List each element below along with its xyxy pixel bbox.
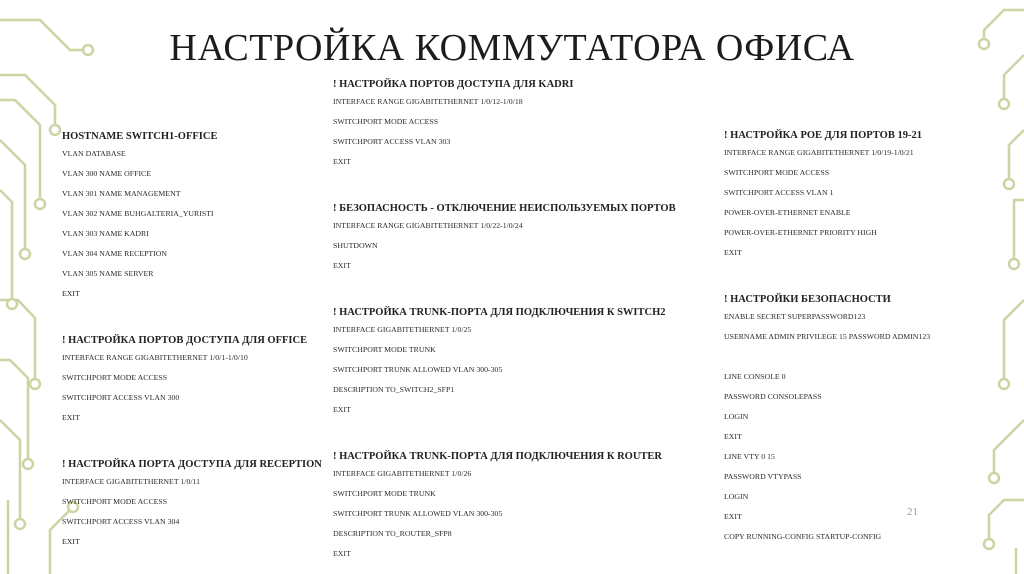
- config-line: EXIT: [62, 537, 80, 546]
- config-line: EXIT: [62, 289, 80, 298]
- config-line: COPY RUNNING-CONFIG STARTUP-CONFIG: [724, 532, 882, 541]
- config-line: LINE VTY 0 15: [724, 452, 775, 461]
- config-line: INTERFACE GIGABITETHERNET 1/0/11: [62, 477, 201, 486]
- config-line: PASSWORD VTYPASS: [724, 472, 802, 481]
- config-line: EXIT: [62, 413, 80, 422]
- config-line: SWITCHPORT ACCESS VLAN 300: [62, 393, 180, 402]
- config-line: VLAN 304 NAME RECEPTION: [62, 249, 168, 258]
- config-line: SWITCHPORT ACCESS VLAN 304: [62, 517, 180, 526]
- config-line: POWER-OVER-ETHERNET ENABLE: [724, 208, 851, 217]
- config-line: [724, 347, 984, 367]
- config-line: LINE CONSOLE 0: [724, 372, 786, 381]
- config-line: VLAN 303 NAME KADRI: [62, 229, 149, 238]
- config-line: INTERFACE RANGE GIGABITETHERNET 1/0/1-1/0/10: [62, 353, 248, 362]
- config-line: EXIT: [333, 261, 351, 270]
- config-column-1: [62, 118, 337, 552]
- config-line: SWITCHPORT TRUNK ALLOWED VLAN 300-305: [333, 365, 503, 374]
- config-line: EXIT: [333, 405, 351, 414]
- config-line: ENABLE SECRET SUPERPASSWORD123: [724, 312, 866, 321]
- config-line: EXIT: [333, 157, 351, 166]
- config-line: INTERFACE RANGE GIGABITETHERNET 1/0/12-1/0/18: [333, 97, 523, 106]
- config-line: SWITCHPORT ACCESS VLAN 1: [724, 188, 834, 197]
- config-line: EXIT: [724, 512, 742, 521]
- section-heading: ! НАСТРОЙКА ПОРТА ДОСТУПА ДЛЯ RECEPTION: [62, 459, 322, 470]
- config-line: INTERFACE RANGE GIGABITETHERNET 1/0/22-1/0/24: [333, 221, 523, 230]
- config-line: VLAN DATABASE: [62, 149, 126, 158]
- config-line: SWITCHPORT ACCESS VLAN 303: [333, 137, 451, 146]
- config-line: SWITCHPORT MODE ACCESS: [724, 168, 830, 177]
- config-line: EXIT: [333, 549, 351, 558]
- section-heading: ! НАСТРОЙКА POE ДЛЯ ПОРТОВ 19-21: [724, 130, 922, 141]
- slide-title: НАСТРОЙКА КОММУТАТОРА ОФИСА: [169, 27, 855, 69]
- section-heading: ! НАСТРОЙКА TRUNK-ПОРТА ДЛЯ ПОДКЛЮЧЕНИЯ К SWITCH2: [333, 307, 666, 318]
- config-line: SWITCHPORT TRUNK ALLOWED VLAN 300-305: [333, 509, 503, 518]
- config-line: SWITCHPORT MODE TRUNK: [333, 489, 436, 498]
- config-line: SWITCHPORT MODE ACCESS: [333, 117, 439, 126]
- config-line: VLAN 300 NAME OFFICE: [62, 169, 152, 178]
- config-line: VLAN 305 NAME SERVER: [62, 269, 154, 278]
- config-line: DESCRIPTION TO_ROUTER_SFP8: [333, 529, 452, 538]
- section-heading: ! НАСТРОЙКА ПОРТОВ ДОСТУПА ДЛЯ OFFICE: [62, 335, 308, 346]
- config-column-2: [333, 66, 723, 564]
- config-line: LOGIN: [724, 492, 749, 501]
- config-line: EXIT: [724, 248, 742, 257]
- config-line: LOGIN: [724, 412, 749, 421]
- config-line: SWITCHPORT MODE ACCESS: [62, 373, 168, 382]
- config-line: SHUTDOWN: [333, 241, 378, 250]
- config-line: INTERFACE GIGABITETHERNET 1/0/26: [333, 469, 472, 478]
- config-line: SWITCHPORT MODE ACCESS: [62, 497, 168, 506]
- config-line: SWITCHPORT MODE TRUNK: [333, 345, 436, 354]
- config-line: USERNAME ADMIN PRIVILEGE 15 PASSWORD ADMIN123: [724, 332, 931, 341]
- config-line: VLAN 301 NAME MANAGEMENT: [62, 189, 181, 198]
- page-number: 21: [907, 506, 918, 518]
- config-line: INTERFACE RANGE GIGABITETHERNET 1/0/19-1/0/21: [724, 148, 914, 157]
- config-line: VLAN 302 NAME BUHGALTERIA_YURISTI: [62, 209, 214, 218]
- section-heading: ! НАСТРОЙКА ПОРТОВ ДОСТУПА ДЛЯ KADRI: [333, 79, 574, 90]
- config-line: INTERFACE GIGABITETHERNET 1/0/25: [333, 325, 472, 334]
- config-line: PASSWORD CONSOLEPASS: [724, 392, 822, 401]
- config-line: POWER-OVER-ETHERNET PRIORITY HIGH: [724, 228, 877, 237]
- section-heading: HOSTNAME SWITCH1-OFFICE: [62, 131, 218, 142]
- section-heading: ! НАСТРОЙКА TRUNK-ПОРТА ДЛЯ ПОДКЛЮЧЕНИЯ К ROUTER: [333, 451, 662, 462]
- config-line: DESCRIPTION TO_SWITCH2_SFP1: [333, 385, 455, 394]
- config-column-3: [724, 117, 984, 547]
- section-heading: ! НАСТРОЙКИ БЕЗОПАСНОСТИ: [724, 294, 891, 305]
- section-heading: ! БЕЗОПАСНОСТЬ - ОТКЛЮЧЕНИЕ НЕИСПОЛЬЗУЕМЫХ ПОРТОВ: [333, 203, 676, 214]
- config-line: EXIT: [724, 432, 742, 441]
